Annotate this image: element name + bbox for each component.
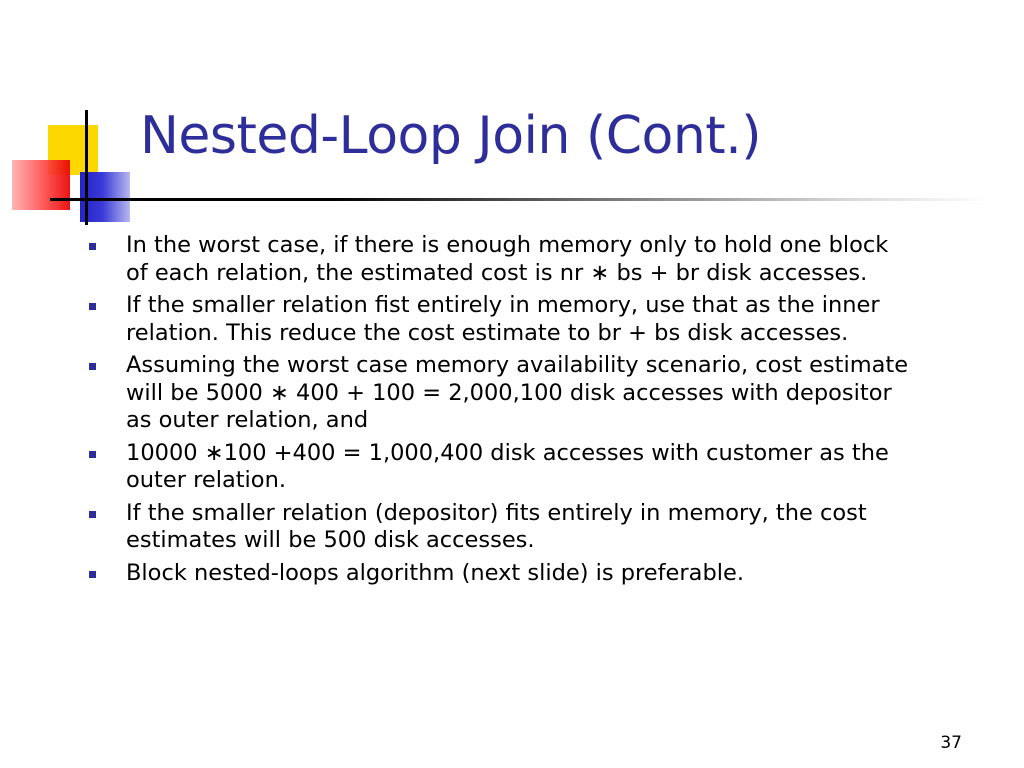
bullet-text: In the worst case, if there is enough memory only to hold one block of each relation, the estimated cost is nr ∗ bs + br disk accesses. (126, 232, 889, 286)
bullet-list (86, 232, 916, 592)
bullet-item (86, 232, 916, 287)
slide-title: Nested-Loop Join (Cont.) (140, 106, 762, 166)
bullet-item (86, 500, 916, 555)
bullet-text: Assuming the worst case memory availability scenario, cost estimate will be 5000 ∗ 400 + 100 = 2,000,100 disk accesses with depositor as outer relation, and (126, 352, 909, 433)
square-bullet-icon (89, 243, 96, 250)
bullet-text: If the smaller relation fist entirely in memory, use that as the inner relation. This reduce the cost estimate to br + bs disk accesses. (126, 292, 880, 346)
square-bullet-icon (89, 511, 96, 518)
square-bullet-icon (89, 303, 96, 310)
bullet-item (86, 292, 916, 347)
bullet-item (86, 560, 916, 588)
bullet-text: Block nested-loops algorithm (next slide) is preferable. (126, 559, 744, 586)
logo-red-square (12, 160, 70, 210)
bullet-text: If the smaller relation (depositor) fits entirely in memory, the cost estimates will be 500 disk accesses. (126, 499, 867, 553)
page-number: 37 (940, 733, 962, 753)
logo-vertical-line (85, 110, 88, 225)
square-bullet-icon (89, 451, 96, 458)
bullet-item (86, 440, 916, 495)
square-bullet-icon (89, 363, 96, 370)
title-divider-line (50, 198, 990, 201)
bullet-text: 10000 ∗100 +400 = 1,000,400 disk accesses with customer as the outer relation. (126, 439, 889, 493)
square-bullet-icon (89, 571, 96, 578)
bullet-item (86, 352, 916, 435)
